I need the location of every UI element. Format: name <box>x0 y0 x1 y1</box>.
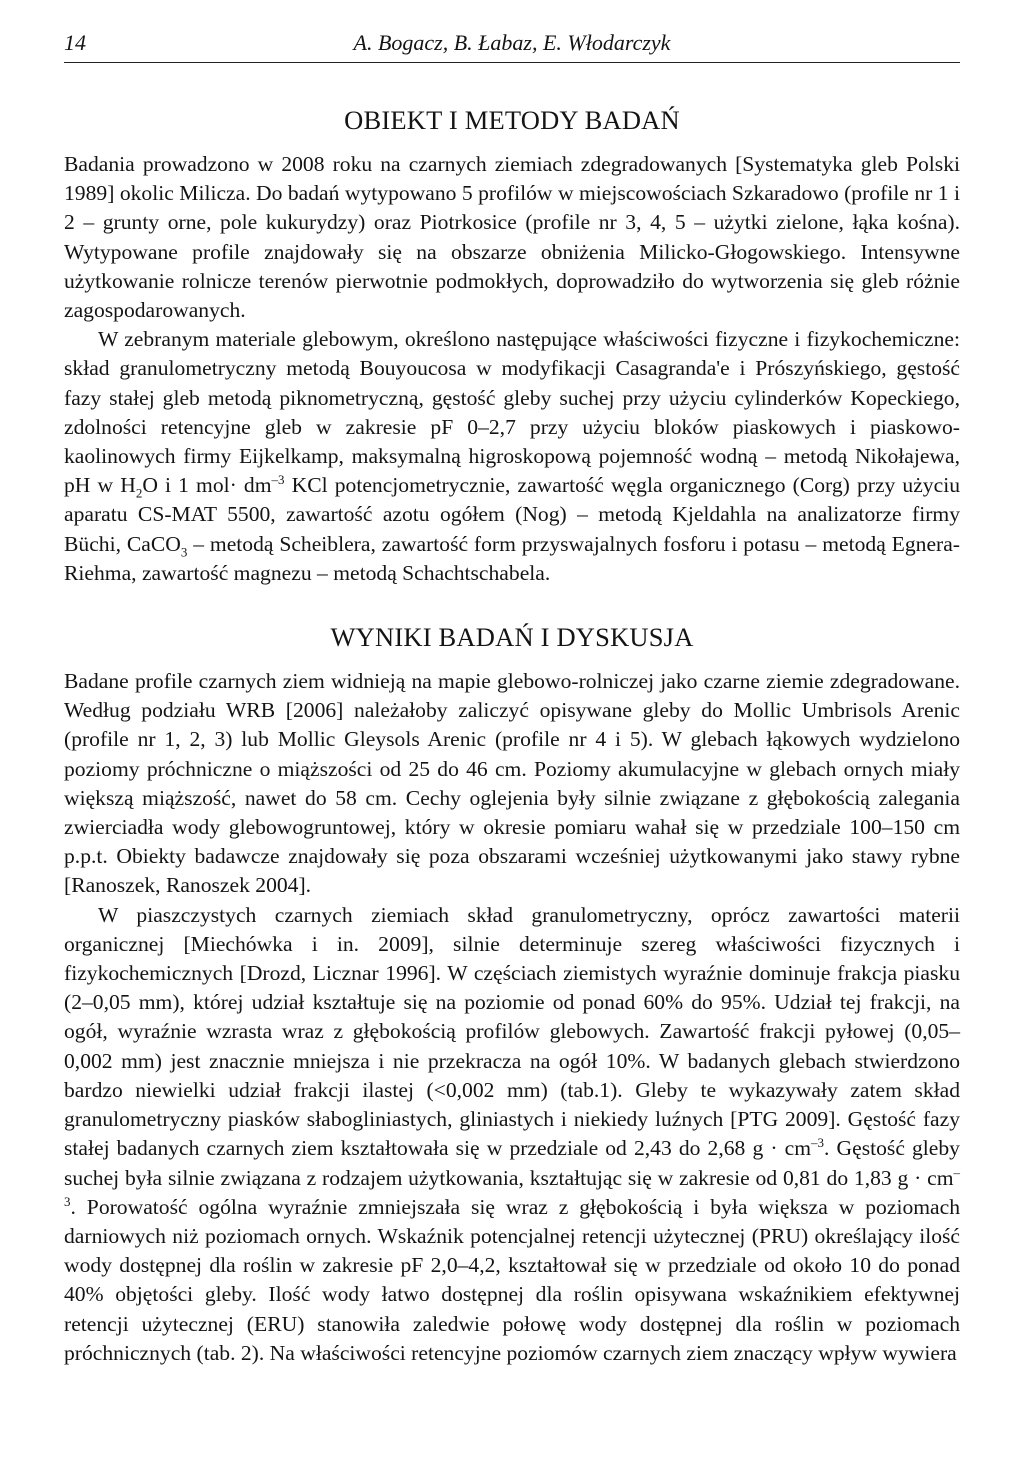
text-run: KCl potencjometrycznie, zawartość węgla organicznego (Corg) przy użyciu aparatu CS-MAT 5500, zawartość azotu ogółem (Nog) – metodą Kjeldahla na analizatorze firmy Büchi, CaCO <box>64 473 960 556</box>
superscript: –3 <box>811 1135 825 1151</box>
running-header-authors: A. Bogacz, B. Łabaz, E. Włodarczyk <box>353 30 671 55</box>
running-header <box>64 28 960 63</box>
subscript: 2 <box>135 485 143 501</box>
text-run: W piaszczystych czarnych ziemiach skład granulometryczny, oprócz zawartości materii organicznej [Miechówka i in. 2009], silnie determinuje szereg właściwości fizycznych i fizykochemicznych [Drozd, Licznar 1996]. W częściach ziemistych wyraźnie dominuje frakcja piasku (2–0,05 mm), której udział kształtuje się na poziomie od ponad 60% do 95%. Udział tej frakcji, na ogół, wyraźnie wzrasta wraz z głębokością profilów glebowych. Zawartość frakcji pyłowej (0,05–0,002 mm) jest znacznie mniejsza i nie przekracza na ogół 10%. W badanych glebach stwierdzono bardzo niewielki udział frakcji ilastej (<0,002 mm) (tab.1). Gleby te wykazywały zatem skład granulometryczny piasków słabogliniastych, gliniastych i niekiedy luźnych [PTG 2009]. Gęstość fazy stałej badanych czarnych ziem kształtowała się w przedziale od 2,43 do 2,68 g · cm <box>64 902 960 1161</box>
paragraph-results-properties <box>64 901 960 1368</box>
paragraph-methods <box>64 325 960 588</box>
subscript: 3 <box>180 543 188 559</box>
text-run: . Gęstość gleby suchej była silnie związana z rodzajem użytkowania, kształtując się w zakresie od 0,81 do 1,83 g · cm <box>64 1136 960 1190</box>
text-run: W zebranym materiale glebowym, określono następujące właściwości fizyczne i fizykochemiczne: skład granulometryczny metodą Bouyoucosa w modyfikacji Casagranda'e i Prószyńskiego, gęstość fazy stałej gleb metodą piknometryczną, gęstość gleby suchej przy użyciu cylinderków Kopeckiego, zdolności retencyjne gleb w zakresie pF 0–2,7 przy użyciu bloków piaskowych i piaskowo-kaolinowych firmy Eijkelkamp, maksymalną higroskopową pojemność wodną – metodą Nikołajewa, pH w H <box>64 327 960 498</box>
superscript: –3 <box>271 472 285 488</box>
paragraph-study-area: Badania prowadzono w 2008 roku na czarnych ziemiach zdegradowanych [Systematyka gleb Polski 1989] okolic Milicza. Do badań wytypowano 5 profilów w miejscowościach Szkaradowo (profile nr 1 i 2 – grunty orne, pole kukurydzy) oraz Piotrkosice (profile nr 3, 4, 5 – użytki zielone, łąka kośna). Wytypowane profile znajdowały się na obszarze obniżenia Milicko-Głogowskiego. Intensywne użytkowanie rolnicze terenów pierwotnie podmokłych, doprowadziło do wytworzenia się gleb różnie zagospodarowanych. <box>64 152 960 323</box>
text-run: . Porowatość ogólna wyraźnie zmniejszała się wraz z głębokością i była większa w poziomach darniowych niż poziomach ornych. Wskaźnik potencjalnej retencji użytecznej (PRU) określający ilość wody dostępnej dla roślin w zakresie pF 2,0–4,2, kształtował się w przedziale od około 10 do ponad 40% objętości gleby. Ilość wody łatwo dostępnej dla roślin opisywana wskaźnikiem efektywnej retencji użytecznej (ERU) stanowiła zaledwie połowę wody dostępnej dla roślin w poziomach próchnicznych (tab. 2). Na właściwości retencyjne poziomów czarnych ziem znaczący wpływ wywiera <box>64 1194 960 1365</box>
document-page <box>64 28 960 1368</box>
text-run: – metodą Scheiblera, zawartość form przyswajalnych fosforu i potasu – metodą Egnera-Riehma, zawartość magnezu – metodą Schachtschabela. <box>64 531 960 585</box>
section-heading-obiekt: OBIEKT I METODY BADAŃ <box>344 105 680 135</box>
text-run: O i 1 mol· dm <box>142 473 272 498</box>
section-heading-wyniki: WYNIKI BADAŃ I DYSKUSJA <box>330 622 694 653</box>
page-number: 14 <box>64 30 86 55</box>
paragraph-results-classification: Badane profile czarnych ziem widnieją na mapie glebowo-rolniczej jako czarne ziemie zdegradowane. Według podziału WRB [2006] należałoby zaliczyć opisywane gleby do Mollic Umbrisols Arenic (profile nr 1, 2, 3) lub Mollic Gleysols Arenic (profile nr 4 i 5). W glebach łąkowych wydzielono poziomy próchniczne o miąższości od 25 do 46 cm. Poziomy akumulacyjne w glebach ornych miały większą miąższość, nawet do 58 cm. Cechy oglejenia były silnie związane z głębokością zalegania zwierciadła wody glebowogruntowej, który w okresie pomiaru wahał się w przedziale 100–150 cm p.p.t. Obiekty badawcze znajdowały się poza obszarami wcześniej użytkowanymi jako stawy rybne [Ranoszek, Ranoszek 2004]. <box>64 669 960 898</box>
superscript: –3 <box>64 1164 960 1209</box>
